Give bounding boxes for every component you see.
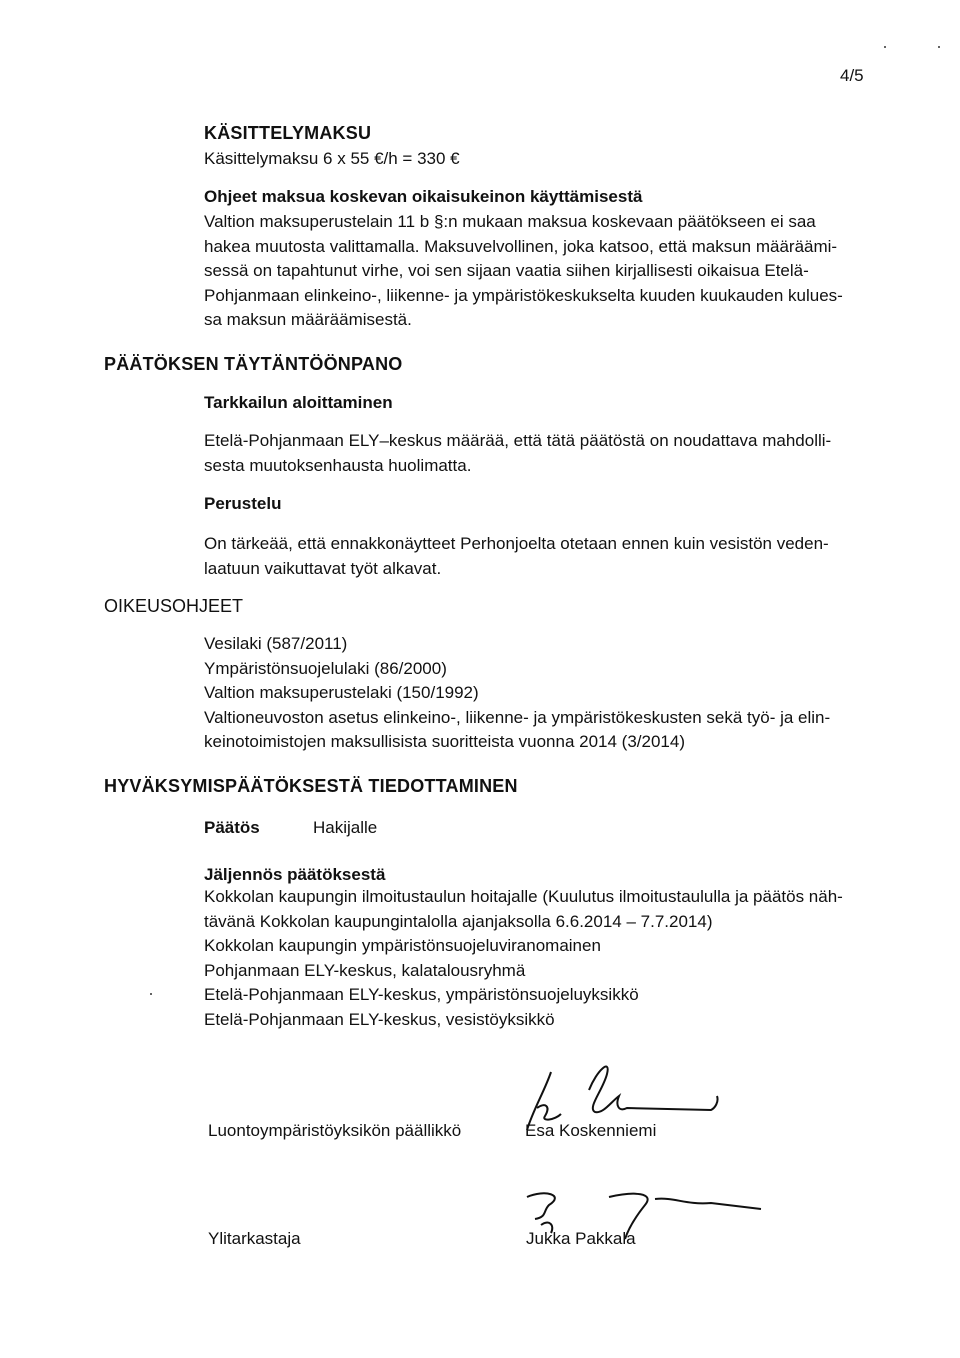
copy-recipient: Etelä-Pohjanmaan ELY-keskus, vesistöyksikkö xyxy=(204,1009,555,1029)
fee-text: Käsittelymaksu 6 x 55 €/h = 330 € xyxy=(204,149,460,168)
copy-recipient: Kokkolan kaupungin ympäristönsuojeluviranomainen xyxy=(204,936,601,955)
page-number: 4/5 xyxy=(840,66,864,85)
paragraph-line: sessä on tapahtunut virhe, voi sen sijaan vaatia siihen kirjallisesti oikaisua Etelä- xyxy=(204,261,809,280)
signatory-title: Ylitarkastaja xyxy=(208,1229,301,1248)
correction-instructions-paragraph xyxy=(204,210,862,333)
legal-references-heading: OIKEUSOHJEET xyxy=(104,596,244,616)
paragraph-line: Etelä-Pohjanmaan ELY–keskus määrää, että tätä päätöstä on noudattava mahdolli- xyxy=(204,431,832,450)
copy-recipient: Etelä-Pohjanmaan ELY-keskus, ympäristönsuojeluyksikkö xyxy=(204,985,639,1004)
legal-reference: keinotoimistojen maksullisista suoritteista vuonna 2014 (3/2014) xyxy=(204,732,685,751)
correction-instructions-heading: Ohjeet maksua koskevan oikaisukeinon käyttämisestä xyxy=(204,187,643,206)
monitoring-start-heading: Tarkkailun aloittaminen xyxy=(204,393,393,412)
paragraph-line: Pohjanmaan elinkeino-, liikenne- ja ympäristökeskukselta kuuden kuukauden kulues- xyxy=(204,285,843,305)
legal-reference: Vesilaki (587/2011) xyxy=(204,634,348,653)
monitoring-start-paragraph xyxy=(204,429,864,478)
rationale-heading: Perustelu xyxy=(204,494,282,513)
paragraph-line: On tärkeää, että ennakkonäytteet Perhonjoelta otetaan ennen kuin vesistön veden- xyxy=(204,534,829,553)
paragraph-line: sa maksun määräämisestä. xyxy=(204,310,412,329)
fee-heading: KÄSITTELYMAKSU xyxy=(204,123,372,143)
copy-recipients-list xyxy=(204,885,872,1032)
paragraph-line: sesta muutoksenhausta huolimatta. xyxy=(204,455,472,475)
copy-heading: Jäljennös päätöksestä xyxy=(204,865,386,884)
scan-speck xyxy=(150,993,152,995)
signatory-title: Luontoympäristöyksikön päällikkö xyxy=(208,1121,462,1140)
paragraph-line: laatuun vaikuttavat työt alkavat. xyxy=(204,558,442,578)
paragraph-line: Valtion maksuperustelain 11 b §:n mukaan maksua koskevaan päätökseen ei saa xyxy=(204,212,816,231)
scan-speck xyxy=(884,46,886,48)
decision-label: Päätös xyxy=(204,818,260,837)
scan-speck xyxy=(938,46,940,48)
signatory-name: Esa Koskenniemi xyxy=(525,1121,657,1140)
notification-heading: HYVÄKSYMISPÄÄTÖKSESTÄ TIEDOTTAMINEN xyxy=(104,776,518,796)
signatory-name: Jukka Pakkala xyxy=(526,1229,636,1248)
legal-reference: Ympäristönsuojelulaki (86/2000) xyxy=(204,658,447,678)
copy-recipient: tävänä Kokkolan kaupungintalolla ajanjaksolla 6.6.2014 – 7.7.2014) xyxy=(204,911,713,931)
paragraph-line: hakea muutosta valittamalla. Maksuvelvollinen, joka katsoo, että maksun määräämi- xyxy=(204,236,838,256)
legal-reference: Valtioneuvoston asetus elinkeino-, liikenne- ja ympäristökeskusten sekä työ- ja elin- xyxy=(204,707,831,727)
decision-recipient: Hakijalle xyxy=(313,818,378,837)
copy-recipient: Kokkolan kaupungin ilmoitustaulun hoitajalle (Kuulutus ilmoitustaululla ja päätös näh- xyxy=(204,887,843,906)
copy-recipient: Pohjanmaan ELY-keskus, kalatalousryhmä xyxy=(204,960,526,980)
enforcement-heading: PÄÄTÖKSEN TÄYTÄNTÖÖNPANO xyxy=(104,354,403,374)
legal-reference: Valtion maksuperustelaki (150/1992) xyxy=(204,683,479,702)
rationale-paragraph xyxy=(204,532,868,581)
legal-references-list xyxy=(204,632,868,755)
